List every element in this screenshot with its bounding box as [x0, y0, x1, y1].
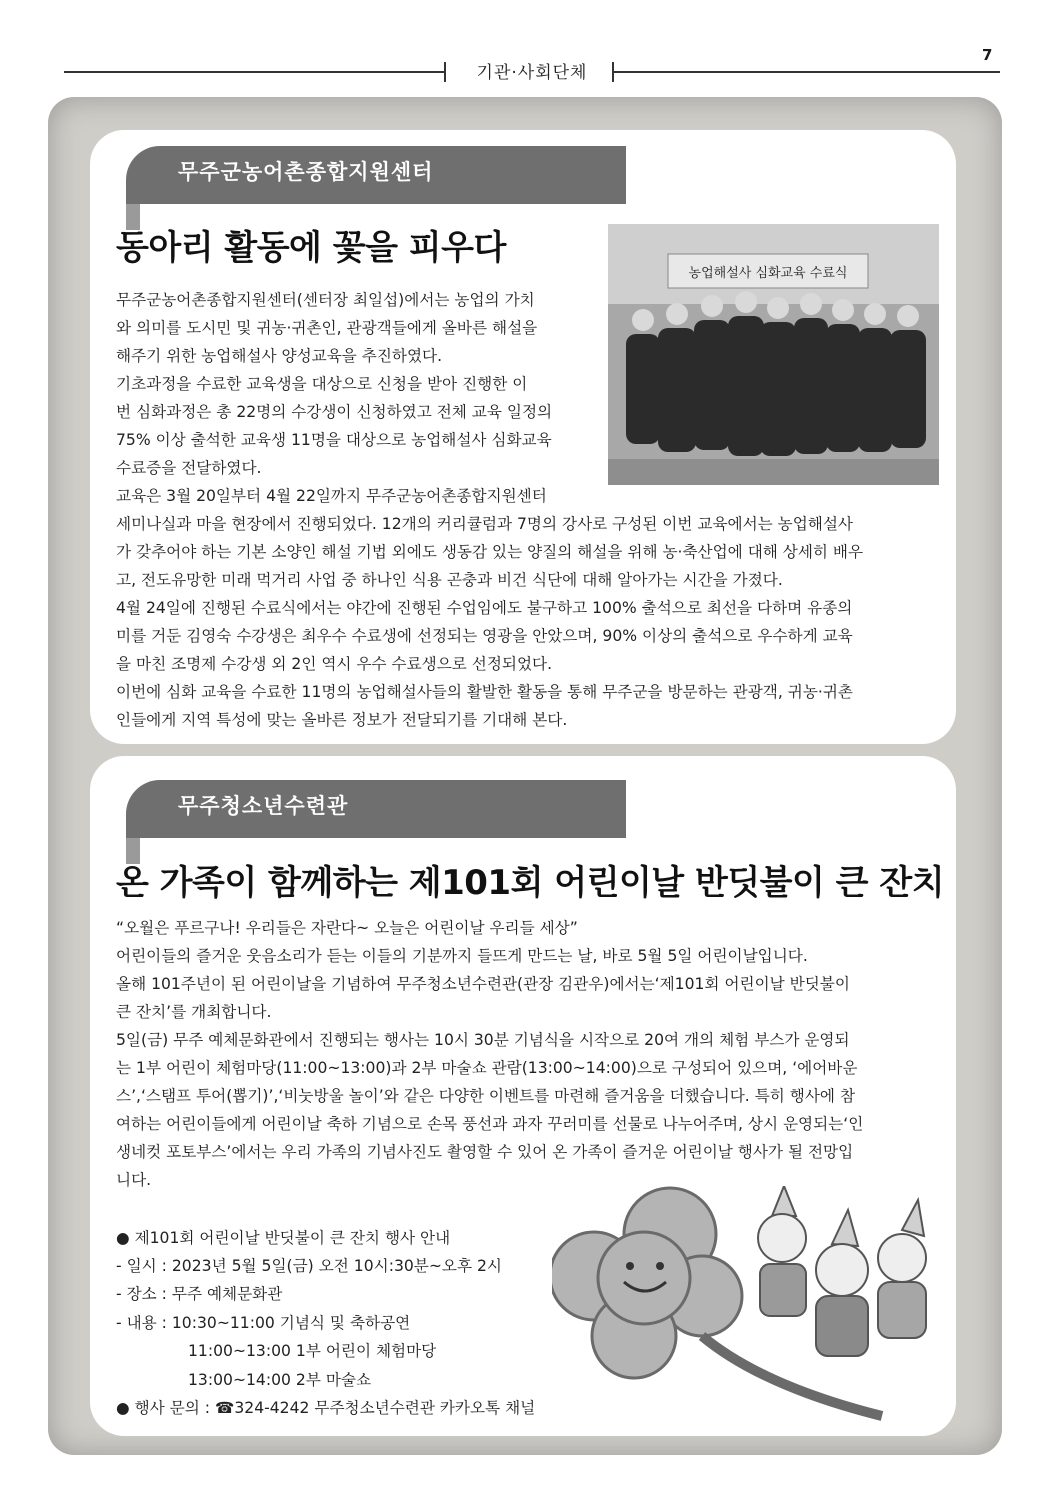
section-tab-agri [126, 146, 626, 204]
body-line: 해주기 위한 농업해설사 양성교육을 추진하였다. [116, 347, 443, 365]
body-line: “오월은 푸르구나! 우리들은 자란다~ 오늘은 어린이날 우리들 세상” [116, 919, 578, 937]
body-line: 스’,‘스탬프 투어(뽑기)’,‘비눗방울 놀이’와 같은 다양한 이벤트를 마련해 즐거움을 더했습니다. 특히 행사에 참 [116, 1087, 856, 1105]
body-line: 여하는 어린이들에게 어린이날 축하 기념으로 손목 풍선과 과자 꾸러미를 선물로 나누어주며, 상시 운영되는‘인 [116, 1115, 864, 1133]
body-line: 세미나실과 마을 현장에서 진행되었다. 12개의 커리큘럼과 7명의 강사로 구성된 이번 교육에서는 농업해설사 [116, 515, 853, 533]
article1-body-bottom [116, 510, 934, 734]
body-line: 이번에 심화 교육을 수료한 11명의 농업해설사들의 활발한 활동을 통해 무주군을 방문하는 관광객, 귀농·귀촌 [116, 683, 853, 701]
clover-kids-illustration [552, 1186, 948, 1430]
body-line: 는 1부 어린이 체험마당(11:00~13:00)과 2부 마술쇼 관람(13:00~14:00)으로 구성되어 있으며, ‘에어바운 [116, 1059, 858, 1077]
section-header-title: 기관·사회단체 [476, 63, 588, 83]
body-line: 75% 이상 출석한 교육생 11명을 대상으로 농업해설사 심화교육 [116, 431, 552, 449]
page-number: 7 [982, 46, 993, 64]
body-line: 미를 거둔 김영숙 수강생은 최우수 수료생에 선정되는 영광을 안았으며, 90% 이상의 출석으로 우수하게 교육 [116, 627, 853, 645]
section-tab-label: 무주군농어촌종합지원센터 [178, 160, 434, 184]
event-info-contact: ● 행사 문의 : ☎324-4242 무주청소년수련관 카카오톡 채널 [116, 1399, 536, 1417]
event-info-date: - 일시 : 2023년 5월 5일(금) 오전 10시:30분~오후 2시 [116, 1257, 502, 1275]
body-line: 와 의미를 도시민 및 귀농·귀촌인, 관광객들에게 올바른 해설을 [116, 319, 538, 337]
photo-banner-text: 농업해설사 심화교육 수료식 [688, 266, 848, 281]
body-line: 번 심화과정은 총 22명의 수강생이 신청하였고 전체 교육 일정의 [116, 403, 553, 421]
event-info-program-1: - 내용 : 10:30~11:00 기념식 및 축하공연 [116, 1314, 411, 1332]
body-line: 5일(금) 무주 예체문화관에서 진행되는 행사는 10시 30분 기념식을 시작으로 20여 개의 체험 부스가 운영되 [116, 1031, 850, 1049]
body-line: 니다. [116, 1171, 152, 1189]
article1-body-top [116, 286, 594, 510]
body-line: 가 갖추어야 하는 기본 소양인 해설 기법 외에도 생동감 있는 양질의 해설을 위해 농·축산업에 대해 상세히 배우 [116, 543, 864, 561]
body-line: 올해 101주년이 된 어린이날을 기념하여 무주청소년수련관(관장 김관우)에서는‘제101회 어린이날 반딧불이 [116, 975, 850, 993]
body-line: 무주군농어촌종합지원센터(센터장 최일섭)에서는 농업의 가치 [116, 291, 535, 309]
body-line: 을 마친 조명제 수강생 외 2인 역시 우수 수료생으로 선정되었다. [116, 655, 553, 673]
section-tab-youth [126, 780, 626, 838]
graduation-photo [608, 224, 939, 485]
header-rule-right [614, 71, 1000, 73]
body-line: 4월 24일에 진행된 수료식에서는 야간에 진행된 수업임에도 불구하고 100% 출석으로 최선을 다하며 유종의 [116, 599, 853, 617]
body-line: 생네컷 포토부스’에서는 우리 가족의 기념사진도 촬영할 수 있어 온 가족이 즐거운 어린이날 행사가 될 전망입 [116, 1143, 854, 1161]
header-tick-left [444, 62, 446, 82]
body-line: 교육은 3월 20일부터 4월 22일까지 무주군농어촌종합지원센터 [116, 487, 547, 505]
body-line: 어린이들의 즐거운 웃음소리가 듣는 이들의 기분까지 들뜨게 만드는 날, 바로 5월 5일 어린이날입니다. [116, 947, 808, 965]
body-line: 수료증을 전달하였다. [116, 459, 262, 477]
body-line: 큰 잔치’를 개최합니다. [116, 1003, 272, 1021]
graduation-photo-illustration [608, 224, 939, 485]
article-headline: 온 가족이 함께하는 제101회 어린이날 반딧불이 큰 잔치 [116, 863, 945, 903]
body-line: 기초과정을 수료한 교육생을 대상으로 신청을 받아 진행한 이 [116, 375, 528, 393]
body-line: 고, 전도유망한 미래 먹거리 사업 중 하나인 식용 곤충과 비건 식단에 대해 알아가는 시간을 가졌다. [116, 571, 783, 589]
header-rule-left [64, 71, 444, 73]
event-info-place: - 장소 : 무주 예체문화관 [116, 1285, 283, 1303]
article2-body [116, 914, 934, 1194]
section-tab-label: 무주청소년수련관 [178, 794, 349, 818]
article-headline: 동아리 활동에 꽃을 피우다 [116, 228, 506, 268]
event-info-program-2: 11:00~13:00 1부 어린이 체험마당 [188, 1342, 437, 1360]
body-line: 인들에게 지역 특성에 맞는 올바른 정보가 전달되기를 기대해 본다. [116, 711, 568, 729]
event-info-title: ● 제101회 어린이날 반딧불이 큰 잔치 행사 안내 [116, 1229, 451, 1247]
event-info-program-3: 13:00~14:00 2부 마술쇼 [188, 1371, 372, 1389]
